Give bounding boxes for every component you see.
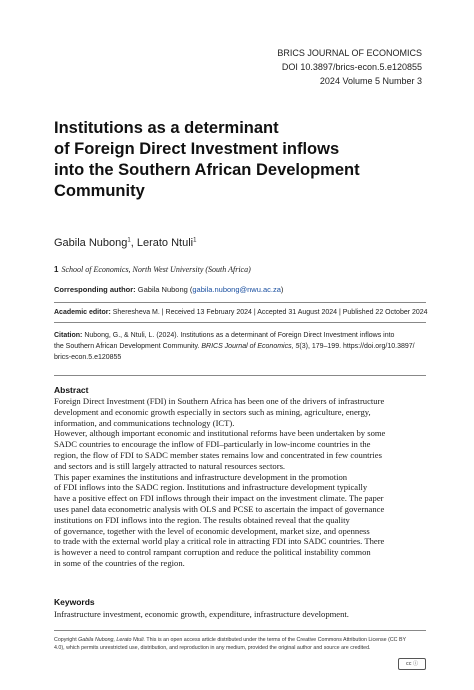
abstract-line: This paper examines the institutions and infrastructure development in the promotion: [54, 471, 348, 482]
citation-label: Citation:: [54, 332, 83, 339]
journal-name: BRICS JOURNAL OF ECONOMICS: [277, 48, 422, 58]
abstract-line: in some of the countries of the region.: [54, 557, 185, 568]
author-affiliation-mark: 1: [127, 237, 131, 244]
editor-label: Academic editor:: [54, 309, 111, 316]
copyright-text: This is an open access article distributed under the terms of the Creative Commons Attribution License (CC BY: [145, 637, 407, 643]
abstract-line: of governance, together with the level of economic development, market size, and openness: [54, 525, 370, 536]
article-title: [54, 118, 434, 202]
corresponding-label: Corresponding author:: [54, 285, 136, 294]
author-affiliation-mark: 1: [193, 237, 197, 244]
abstract-heading: Abstract: [54, 385, 89, 395]
copyright-notice: [54, 636, 426, 652]
affiliation-number: 1: [54, 265, 59, 274]
citation-text: Nubong, G., & Ntuli, L. (2024). Institutions as a determinant of Foreign Direct Investment inflows into: [84, 332, 395, 339]
corresponding-close: ): [280, 285, 284, 294]
author-list: [54, 237, 196, 249]
abstract-line: information, and communications technology (ICT).: [54, 417, 235, 428]
author-name[interactable]: Gabila Nubong: [54, 237, 128, 249]
author-separator: ,: [130, 237, 137, 249]
editor-text: Sheresheva M. | Received 13 February 2024 | Accepted 31 August 2024 | Published 22 October 2024: [112, 309, 428, 316]
divider-bottom: [54, 375, 426, 376]
abstract-line: to trade with the external world play a critical role in attracting FDI into SADC countries. There: [54, 536, 385, 547]
keywords-heading: Keywords: [54, 597, 95, 607]
title-line-3: into the Southern African Development: [54, 161, 360, 179]
copyright-line: 4.0), which permits unrestricted use, distribution, and reproduction in any medium, provided the original author and source are credited.: [54, 645, 371, 651]
divider-middle: [54, 322, 426, 323]
copyright-prefix: Copyright: [54, 637, 79, 643]
title-line-1: Institutions as a determinant: [54, 119, 279, 137]
corresponding-email-link[interactable]: gabila.nubong@nwu.ac.za: [192, 285, 281, 294]
abstract-line: Foreign Direct Investment (FDI) in Southern Africa has been one of the drivers of infrastructure: [54, 396, 385, 406]
cc-license-icon[interactable]: cc ⓘ: [398, 658, 426, 670]
abstract-line: region, the flow of FDI to SADC member states remains low and concentrated in few countries: [54, 449, 382, 460]
title-line-2: of Foreign Direct Investment inflows: [54, 140, 340, 158]
citation-journal: BRICS Journal of Economics, 5: [201, 343, 300, 350]
citation-line: [54, 330, 426, 341]
corresponding-name: Gabila Nubong (: [137, 285, 193, 294]
corresponding-author: [54, 285, 283, 294]
copyright-holders: Gabila Nubong, Lerato Ntuli.: [78, 637, 145, 643]
citation-block: [54, 330, 426, 363]
divider-top: [54, 302, 426, 303]
abstract-line: and sectors and is still largely attracted to natural resources sectors.: [54, 460, 286, 471]
journal-issue: 2024 Volume 5 Number 3: [319, 76, 422, 86]
author-name[interactable]: Lerato Ntuli: [136, 237, 194, 249]
citation-line: [54, 341, 426, 352]
abstract-line: have a positive effect on FDI inflows through their impact on the investment climate. The paper: [54, 493, 384, 504]
copyright-line: [54, 636, 426, 644]
citation-line[interactable]: brics-econ.5.e120855: [54, 354, 122, 361]
citation-doi-link[interactable]: (3), 179–199. https://doi.org/10.3897/: [299, 343, 415, 350]
citation-text: the Southern African Development Community.: [54, 343, 202, 350]
abstract-line: is however a need to control rampant corruption and reduce the political instability common: [54, 547, 371, 558]
abstract-body: [54, 396, 426, 569]
abstract-line: However, although important economic and institutional reforms have been undertaken by some: [54, 428, 386, 439]
title-line-4: Community: [54, 182, 145, 200]
journal-doi: DOI 10.3897/brics-econ.5.e120855: [281, 62, 422, 72]
keywords-text: Infrastructure investment, economic growth, expenditure, infrastructure development.: [54, 609, 349, 619]
abstract-line: SADC countries to encourage the inflow of FDI–particularly in low-income countries in the: [54, 439, 371, 450]
publication-history: [54, 309, 428, 316]
abstract-line: of FDI inflows into the SADC region. Institutions and infrastructure development typically: [54, 482, 368, 493]
abstract-line: development and economic growth especially in sectors such as mining, agriculture, energy,: [54, 406, 371, 417]
journal-header: [277, 46, 422, 88]
divider-footer: [54, 630, 426, 631]
abstract-line: institutions on FDI inflows into the region. The results obtained reveal that the quality: [54, 514, 350, 525]
abstract-line: uses panel data econometric analysis with OLS and PCSE to ascertain the impact of governance: [54, 503, 385, 514]
affiliation: [54, 265, 251, 274]
affiliation-text: School of Economics, North West University (South Africa): [61, 265, 251, 274]
